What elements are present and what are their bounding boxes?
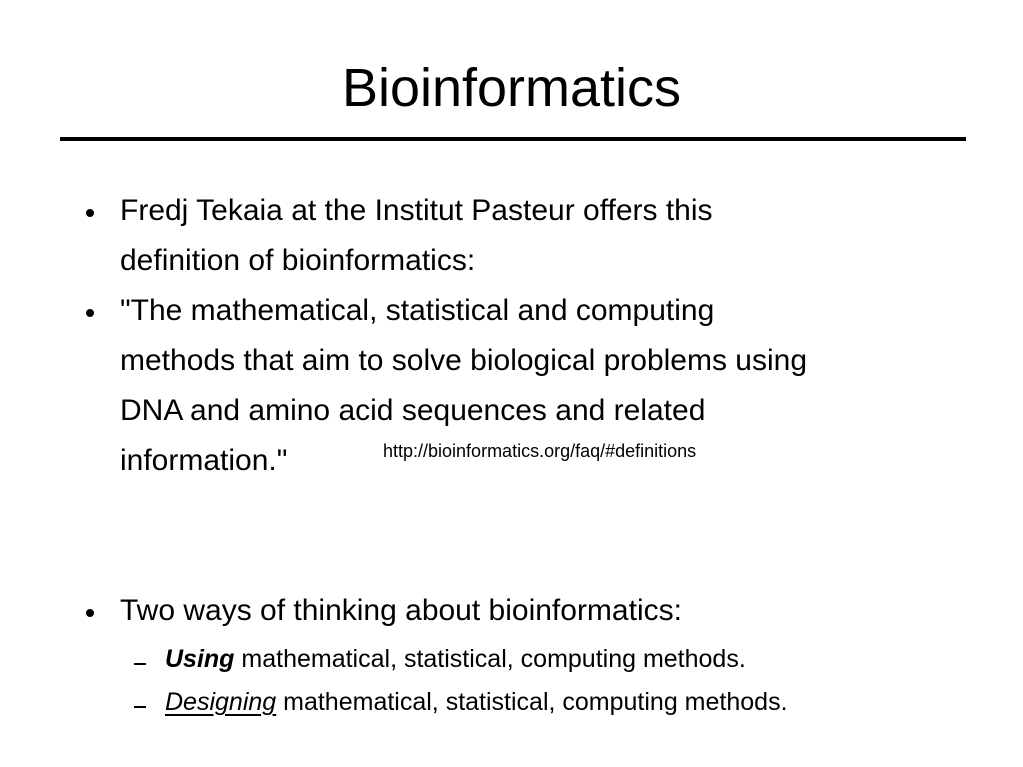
bullet-line: DNA and amino acid sequences and related (120, 394, 706, 427)
slide-title: Bioinformatics (341, 58, 682, 118)
sub-bullet-text (165, 686, 788, 718)
bullet-line: Fredj Tekaia at the Institut Pasteur offers this (120, 194, 713, 227)
sub-bullet-rest: mathematical, statistical, computing methods. (234, 645, 746, 673)
bullet-line: "The mathematical, statistical and computing (120, 294, 715, 327)
bullet-text (120, 186, 960, 286)
source-url: http://bioinformatics.org/faq/#definitions (383, 441, 697, 461)
bullet-line: definition of bioinformatics: (120, 244, 476, 277)
bullet-dot-icon (86, 609, 94, 617)
bullet-line: methods that aim to solve biological problems using (120, 344, 808, 377)
bullet-line: information." (120, 444, 288, 477)
sub-bullet-rest: mathematical, statistical, computing methods. (276, 688, 788, 716)
sub-bullet-emphasis: Designing (165, 688, 277, 716)
dash-icon (134, 706, 146, 708)
dash-icon (134, 663, 146, 665)
bullet-line: Two ways of thinking about bioinformatics: (120, 594, 682, 627)
sub-bullet-text (165, 643, 746, 675)
bullet-dot-icon (86, 209, 94, 217)
bullet-dot-icon (86, 309, 94, 317)
bullet-text (120, 586, 960, 636)
title-divider (60, 137, 966, 141)
sub-bullet-emphasis: Using (165, 645, 235, 673)
